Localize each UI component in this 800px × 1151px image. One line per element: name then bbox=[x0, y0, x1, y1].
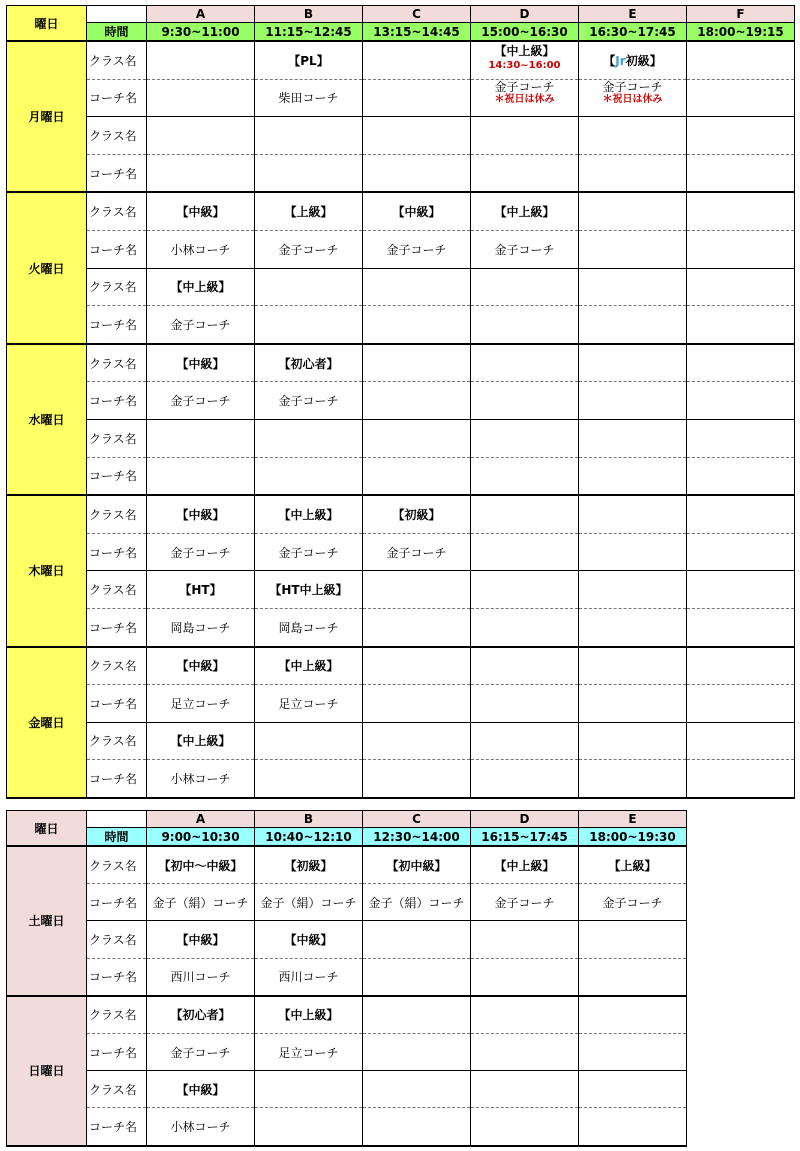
weekday-class-cell: 【中級】 bbox=[363, 192, 471, 230]
weekday-coach-cell bbox=[579, 457, 687, 495]
weekday-coach-cell: 小林コーチ bbox=[147, 760, 255, 798]
weekday-coach-cell bbox=[363, 457, 471, 495]
weekday-class-cell bbox=[687, 571, 795, 609]
weekday-day-label: 水曜日 bbox=[7, 344, 87, 495]
weekday-class-cell bbox=[255, 722, 363, 760]
weekday-class-cell bbox=[255, 419, 363, 457]
weekday-class-cell bbox=[363, 268, 471, 306]
weekday-coach-cell bbox=[687, 685, 795, 723]
weekday-row-label-coach: コーチ名 bbox=[87, 154, 147, 192]
weekend-coach-cell bbox=[471, 1108, 579, 1146]
weekend-coach-cell: 足立コーチ bbox=[255, 1033, 363, 1070]
weekday-coach-cell bbox=[471, 685, 579, 723]
weekday-coach-cell bbox=[579, 382, 687, 420]
bracket-open: 【 bbox=[603, 53, 616, 68]
weekday-coach-cell bbox=[471, 306, 579, 344]
weekday-class-cell: 【初心者】 bbox=[255, 344, 363, 382]
weekday-coach-cell bbox=[579, 608, 687, 646]
weekday-corner-label: 曜日 bbox=[7, 6, 87, 42]
weekend-class-cell bbox=[471, 921, 579, 958]
weekend-coach-cell bbox=[363, 1108, 471, 1146]
weekend-column-header-a: A bbox=[147, 811, 255, 828]
weekday-class-cell: 【中上級】 bbox=[471, 192, 579, 230]
weekday-class-cell bbox=[471, 495, 579, 533]
weekday-time-header: 18:00~19:15 bbox=[687, 23, 795, 42]
weekend-class-cell bbox=[471, 996, 579, 1034]
weekend-coach-cell: 金子コーチ bbox=[579, 884, 687, 921]
weekend-coach-cell: 金子（絹）コーチ bbox=[147, 884, 255, 921]
weekday-coach-cell bbox=[579, 79, 687, 117]
weekday-coach-cell bbox=[255, 306, 363, 344]
weekday-coach-cell bbox=[687, 533, 795, 571]
weekday-coach-cell bbox=[579, 533, 687, 571]
weekday-coach-cell bbox=[579, 760, 687, 798]
weekday-coach-cell bbox=[687, 230, 795, 268]
weekday-coach-cell bbox=[147, 457, 255, 495]
weekday-class-cell: 【PL】 bbox=[255, 41, 363, 79]
weekday-coach-cell: 金子コーチ bbox=[147, 533, 255, 571]
weekday-coach-cell: 金子コーチ bbox=[255, 533, 363, 571]
weekday-class-cell bbox=[255, 268, 363, 306]
weekend-column-header-c: C bbox=[363, 811, 471, 828]
weekday-class-cell bbox=[579, 495, 687, 533]
weekend-coach-cell bbox=[579, 1108, 687, 1146]
weekday-class-cell bbox=[687, 192, 795, 230]
weekend-coach-cell bbox=[363, 958, 471, 996]
weekday-class-cell bbox=[471, 41, 579, 79]
weekday-row-label-class: クラス名 bbox=[87, 722, 147, 760]
weekday-row-label-class: クラス名 bbox=[87, 495, 147, 533]
weekend-coach-cell bbox=[579, 958, 687, 996]
weekday-row-label-coach: コーチ名 bbox=[87, 760, 147, 798]
jr-badge-icon: Jr bbox=[615, 53, 626, 68]
weekend-class-cell: 【中級】 bbox=[147, 1071, 255, 1108]
weekday-coach-cell bbox=[687, 760, 795, 798]
weekday-time-header: 11:15~12:45 bbox=[255, 23, 363, 42]
weekday-class-cell bbox=[363, 571, 471, 609]
weekday-class-cell bbox=[687, 419, 795, 457]
weekend-column-header-b: B bbox=[255, 811, 363, 828]
weekday-column-header-e: E bbox=[579, 6, 687, 23]
weekday-row-label-class: クラス名 bbox=[87, 268, 147, 306]
weekday-row-label-coach: コーチ名 bbox=[87, 230, 147, 268]
weekday-row-label-class: クラス名 bbox=[87, 41, 147, 79]
weekday-day-label: 金曜日 bbox=[7, 647, 87, 798]
weekend-coach-cell bbox=[471, 1033, 579, 1070]
weekday-class-cell bbox=[471, 344, 579, 382]
weekend-row-label-coach: コーチ名 bbox=[87, 1033, 147, 1070]
weekday-coach-cell bbox=[687, 608, 795, 646]
weekend-time-header: 12:30~14:00 bbox=[363, 828, 471, 847]
weekday-class-cell bbox=[471, 647, 579, 685]
weekend-coach-cell: 金子コーチ bbox=[471, 884, 579, 921]
weekday-coach-cell bbox=[363, 306, 471, 344]
weekday-row-label-coach: コーチ名 bbox=[87, 685, 147, 723]
weekday-time-header: 16:30~17:45 bbox=[579, 23, 687, 42]
weekday-coach-cell bbox=[363, 154, 471, 192]
weekend-row-label-class: クラス名 bbox=[87, 846, 147, 884]
weekday-coach-cell bbox=[147, 79, 255, 117]
weekend-coach-cell bbox=[471, 958, 579, 996]
weekday-coach-cell: 金子コーチ bbox=[363, 533, 471, 571]
weekday-class-cell bbox=[687, 495, 795, 533]
weekday-coach-cell bbox=[363, 382, 471, 420]
weekday-class-cell: 【初級】 bbox=[363, 495, 471, 533]
weekend-row-label-class: クラス名 bbox=[87, 1071, 147, 1108]
weekday-coach-cell bbox=[363, 608, 471, 646]
weekday-class-cell bbox=[363, 419, 471, 457]
weekday-day-label: 火曜日 bbox=[7, 192, 87, 343]
weekday-coach-cell bbox=[363, 685, 471, 723]
weekday-class-cell bbox=[579, 571, 687, 609]
weekday-coach-cell: 金子コーチ bbox=[255, 382, 363, 420]
weekday-class-cell bbox=[471, 419, 579, 457]
weekday-coach-cell: 柴田コーチ bbox=[255, 79, 363, 117]
weekday-coach-cell: 金子コーチ bbox=[363, 230, 471, 268]
weekday-coach-cell bbox=[687, 457, 795, 495]
weekday-class-cell: 【中上級】 bbox=[255, 647, 363, 685]
weekday-class-cell: 【中上級】 bbox=[147, 268, 255, 306]
weekday-class-cell bbox=[363, 722, 471, 760]
weekday-coach-cell bbox=[687, 154, 795, 192]
weekend-class-cell: 【初心者】 bbox=[147, 996, 255, 1034]
weekday-class-cell bbox=[363, 647, 471, 685]
weekday-coach-cell bbox=[471, 533, 579, 571]
weekday-class-cell bbox=[579, 268, 687, 306]
weekday-class-cell: 【HT中上級】 bbox=[255, 571, 363, 609]
weekday-coach-cell bbox=[255, 457, 363, 495]
weekday-row-label-coach: コーチ名 bbox=[87, 608, 147, 646]
weekday-row-label-class: クラス名 bbox=[87, 117, 147, 155]
weekend-class-cell: 【上級】 bbox=[579, 846, 687, 884]
weekday-coach-cell bbox=[579, 306, 687, 344]
weekday-class-cell bbox=[471, 571, 579, 609]
weekday-coach-cell: 金子コーチ bbox=[471, 230, 579, 268]
weekday-coach-cell: 岡島コーチ bbox=[255, 608, 363, 646]
weekend-day-label: 日曜日 bbox=[7, 996, 87, 1146]
weekday-class-cell bbox=[147, 41, 255, 79]
weekend-class-cell bbox=[255, 1071, 363, 1108]
weekend-row-label-class: クラス名 bbox=[87, 996, 147, 1034]
weekday-column-header-a: A bbox=[147, 6, 255, 23]
weekend-column-header-e: E bbox=[579, 811, 687, 828]
class-name: 初級】 bbox=[625, 53, 662, 68]
weekday-class-cell bbox=[471, 117, 579, 155]
weekday-row-label-class: クラス名 bbox=[87, 192, 147, 230]
weekday-coach-cell: 足立コーチ bbox=[255, 685, 363, 723]
weekday-coach-cell bbox=[147, 154, 255, 192]
weekend-coach-cell: 小林コーチ bbox=[147, 1108, 255, 1146]
weekend-class-cell bbox=[579, 921, 687, 958]
weekday-row-label-class: クラス名 bbox=[87, 647, 147, 685]
weekday-coach-cell bbox=[471, 608, 579, 646]
weekday-class-cell bbox=[687, 647, 795, 685]
weekday-coach-cell bbox=[363, 760, 471, 798]
weekend-row-label-coach: コーチ名 bbox=[87, 1108, 147, 1146]
weekday-class-cell: 【中級】 bbox=[147, 495, 255, 533]
weekend-class-cell bbox=[363, 1071, 471, 1108]
weekend-header-blank bbox=[87, 811, 147, 828]
weekday-coach-cell bbox=[579, 154, 687, 192]
weekend-class-cell bbox=[471, 1071, 579, 1108]
weekday-class-cell bbox=[687, 344, 795, 382]
weekday-coach-cell bbox=[255, 154, 363, 192]
weekend-class-cell: 【初級】 bbox=[255, 846, 363, 884]
holiday-note: ＊祝日は休み bbox=[494, 93, 555, 105]
weekend-coach-cell bbox=[579, 1033, 687, 1070]
weekend-coach-cell bbox=[255, 1108, 363, 1146]
weekend-class-cell: 【中級】 bbox=[255, 921, 363, 958]
weekday-class-cell bbox=[579, 192, 687, 230]
weekday-coach-cell bbox=[579, 685, 687, 723]
weekday-class-cell bbox=[687, 722, 795, 760]
weekend-class-cell: 【初中～中級】 bbox=[147, 846, 255, 884]
weekday-column-header-f: F bbox=[687, 6, 795, 23]
weekend-class-cell bbox=[363, 996, 471, 1034]
weekend-class-cell bbox=[579, 996, 687, 1034]
weekday-row-label-class: クラス名 bbox=[87, 571, 147, 609]
weekday-time-header: 13:15~14:45 bbox=[363, 23, 471, 42]
weekday-coach-cell bbox=[255, 760, 363, 798]
weekday-coach-cell bbox=[363, 79, 471, 117]
weekday-class-cell bbox=[363, 344, 471, 382]
weekday-class-cell bbox=[147, 419, 255, 457]
weekday-coach-cell: 足立コーチ bbox=[147, 685, 255, 723]
weekday-class-cell bbox=[147, 117, 255, 155]
weekday-coach-cell: 金子コーチ bbox=[255, 230, 363, 268]
weekend-time-header: 10:40~12:10 bbox=[255, 828, 363, 847]
weekend-row-label-class: クラス名 bbox=[87, 921, 147, 958]
weekday-time-header: 9:30~11:00 bbox=[147, 23, 255, 42]
coach-name: 金子コーチ bbox=[494, 79, 555, 94]
weekday-row-label-coach: コーチ名 bbox=[87, 79, 147, 117]
weekday-class-cell: 【中級】 bbox=[147, 647, 255, 685]
weekday-class-cell bbox=[471, 268, 579, 306]
weekday-class-cell bbox=[363, 117, 471, 155]
weekday-header-blank bbox=[87, 6, 147, 23]
weekday-class-cell: 【中上級】 bbox=[147, 722, 255, 760]
weekday-class-cell: 【中上級】 bbox=[255, 495, 363, 533]
weekday-time-label: 時間 bbox=[87, 23, 147, 42]
weekday-class-cell: 【上級】 bbox=[255, 192, 363, 230]
weekend-class-cell bbox=[363, 921, 471, 958]
weekday-coach-cell bbox=[579, 230, 687, 268]
weekend-coach-cell: 西川コーチ bbox=[147, 958, 255, 996]
weekday-class-cell bbox=[687, 41, 795, 79]
alt-time-note: 14:30~16:00 bbox=[488, 60, 561, 71]
weekday-class-cell bbox=[687, 268, 795, 306]
weekday-class-cell bbox=[579, 41, 687, 79]
holiday-note: ＊祝日は休み bbox=[602, 93, 663, 105]
weekday-coach-cell bbox=[687, 79, 795, 117]
weekend-class-cell bbox=[579, 1071, 687, 1108]
weekday-class-cell bbox=[579, 647, 687, 685]
weekday-class-cell bbox=[255, 117, 363, 155]
weekday-schedule-table bbox=[6, 5, 795, 799]
weekend-time-header: 18:00~19:30 bbox=[579, 828, 687, 847]
weekend-class-cell: 【中上級】 bbox=[471, 846, 579, 884]
weekday-class-cell bbox=[687, 117, 795, 155]
weekday-class-cell bbox=[579, 419, 687, 457]
weekend-schedule-table bbox=[6, 810, 687, 1147]
weekday-coach-cell: 岡島コーチ bbox=[147, 608, 255, 646]
weekend-time-label: 時間 bbox=[87, 828, 147, 847]
weekend-corner-label: 曜日 bbox=[7, 811, 87, 847]
weekday-class-cell bbox=[579, 117, 687, 155]
weekend-row-label-coach: コーチ名 bbox=[87, 884, 147, 921]
weekday-coach-cell bbox=[471, 79, 579, 117]
weekend-day-label: 土曜日 bbox=[7, 846, 87, 996]
weekday-row-label-coach: コーチ名 bbox=[87, 306, 147, 344]
weekday-coach-cell bbox=[687, 382, 795, 420]
weekday-column-header-b: B bbox=[255, 6, 363, 23]
weekend-class-cell: 【中上級】 bbox=[255, 996, 363, 1034]
weekday-coach-cell: 金子コーチ bbox=[147, 306, 255, 344]
weekday-row-label-class: クラス名 bbox=[87, 344, 147, 382]
weekend-coach-cell: 金子（絹）コーチ bbox=[363, 884, 471, 921]
weekend-column-header-d: D bbox=[471, 811, 579, 828]
weekday-coach-cell bbox=[471, 154, 579, 192]
weekday-coach-cell bbox=[687, 306, 795, 344]
weekend-coach-cell: 金子（絹）コーチ bbox=[255, 884, 363, 921]
weekday-coach-cell: 金子コーチ bbox=[147, 382, 255, 420]
weekday-time-header: 15:00~16:30 bbox=[471, 23, 579, 42]
weekend-row-label-coach: コーチ名 bbox=[87, 958, 147, 996]
weekday-day-label: 月曜日 bbox=[7, 41, 87, 192]
weekday-coach-cell bbox=[471, 457, 579, 495]
weekday-row-label-coach: コーチ名 bbox=[87, 457, 147, 495]
weekday-row-label-coach: コーチ名 bbox=[87, 533, 147, 571]
weekday-day-label: 木曜日 bbox=[7, 495, 87, 646]
weekend-class-cell: 【中級】 bbox=[147, 921, 255, 958]
coach-name: 金子コーチ bbox=[602, 79, 663, 94]
weekday-coach-cell bbox=[471, 382, 579, 420]
weekday-class-cell: 【HT】 bbox=[147, 571, 255, 609]
weekend-coach-cell: 金子コーチ bbox=[147, 1033, 255, 1070]
weekend-coach-cell bbox=[363, 1033, 471, 1070]
weekend-time-header: 16:15~17:45 bbox=[471, 828, 579, 847]
weekday-class-cell: 【中級】 bbox=[147, 192, 255, 230]
weekday-column-header-c: C bbox=[363, 6, 471, 23]
weekday-class-cell bbox=[579, 722, 687, 760]
weekday-coach-cell: 小林コーチ bbox=[147, 230, 255, 268]
weekday-row-label-coach: コーチ名 bbox=[87, 382, 147, 420]
weekend-coach-cell: 西川コーチ bbox=[255, 958, 363, 996]
weekday-coach-cell bbox=[471, 760, 579, 798]
class-name: 【中上級】 bbox=[494, 44, 555, 58]
weekend-time-header: 9:00~10:30 bbox=[147, 828, 255, 847]
weekend-class-cell: 【初中級】 bbox=[363, 846, 471, 884]
weekday-class-cell bbox=[363, 41, 471, 79]
weekday-class-cell bbox=[579, 344, 687, 382]
weekday-column-header-d: D bbox=[471, 6, 579, 23]
weekday-class-cell bbox=[471, 722, 579, 760]
weekday-row-label-class: クラス名 bbox=[87, 419, 147, 457]
weekday-class-cell: 【中級】 bbox=[147, 344, 255, 382]
